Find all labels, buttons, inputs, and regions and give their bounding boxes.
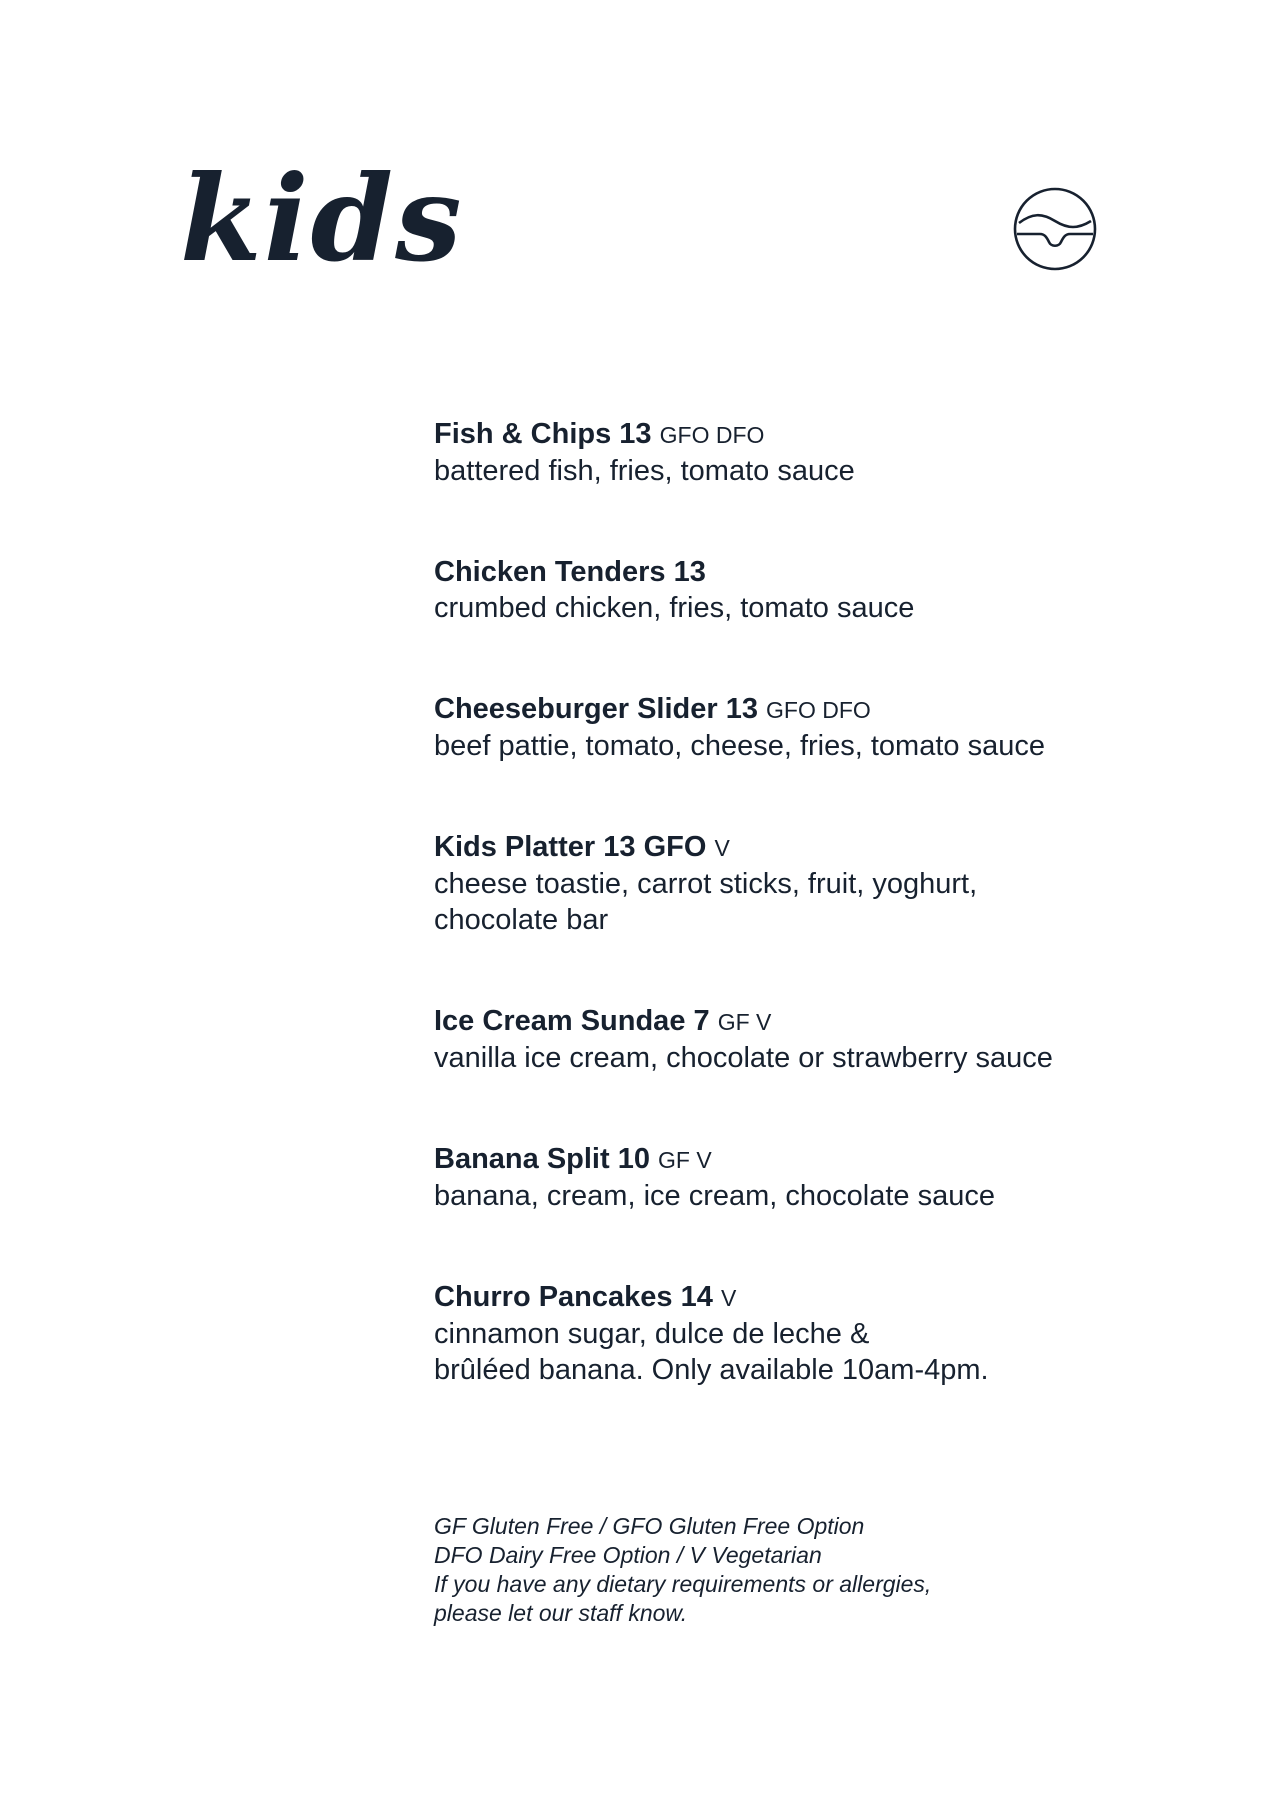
menu-item-name: Cheeseburger Slider <box>434 693 718 725</box>
menu-item-description <box>434 1178 1154 1214</box>
menu-item-heading <box>434 1003 1154 1040</box>
legend-line: GF Gluten Free / GFO Gluten Free Option <box>434 1513 865 1539</box>
menu-item-description-line: crumbed chicken, fries, tomato sauce <box>434 592 915 624</box>
menu-item-dietary-tags: GFO DFO <box>659 422 765 448</box>
menu-item-name: Churro Pancakes <box>434 1281 673 1313</box>
page-title: kids <box>180 149 464 288</box>
menu-item <box>434 1279 1154 1388</box>
kids-menu <box>434 416 1154 1453</box>
menu-item-description-line: cinnamon sugar, dulce de leche & <box>434 1318 870 1350</box>
menu-item-heading <box>434 829 1154 866</box>
menu-item-name: Ice Cream Sundae <box>434 1005 686 1037</box>
menu-item-price: 14 <box>680 1281 713 1313</box>
menu-item-price: 13 <box>725 693 758 725</box>
menu-item-description-line: brûléed banana. Only available 10am-4pm. <box>434 1354 989 1386</box>
menu-item-price: 13 <box>673 556 706 588</box>
menu-item-description <box>434 1316 1154 1388</box>
menu-item-heading <box>434 1279 1154 1316</box>
menu-item-name: Fish & Chips <box>434 418 612 450</box>
legend-line: If you have any dietary requirements or allergies, <box>434 1571 932 1597</box>
menu-item <box>434 1141 1154 1214</box>
menu-item <box>434 1003 1154 1076</box>
legend-line: please let our staff know. <box>434 1600 688 1626</box>
menu-item-dietary-tags: GFO DFO <box>766 697 871 723</box>
menu-item-description <box>434 728 1154 764</box>
menu-item-name: Kids Platter <box>434 831 596 863</box>
menu-item-heading <box>434 1141 1154 1178</box>
menu-item-description-line: vanilla ice cream, chocolate or strawberry sauce <box>434 1042 1053 1074</box>
menu-item <box>434 416 1154 489</box>
menu-item-dietary-tags-bold: GFO <box>643 831 707 863</box>
menu-item <box>434 554 1154 626</box>
menu-item-description <box>434 1040 1154 1076</box>
menu-item-description-line: cheese toastie, carrot sticks, fruit, yoghurt, <box>434 868 978 900</box>
menu-item-description <box>434 866 1154 938</box>
menu-item <box>434 829 1154 938</box>
menu-item-heading <box>434 691 1154 728</box>
menu-item-price: 13 <box>619 418 652 450</box>
legend-line: DFO Dairy Free Option / V Vegetarian <box>434 1542 822 1568</box>
menu-item-dietary-tags: V <box>714 835 730 861</box>
menu-item-description-line: banana, cream, ice cream, chocolate sauce <box>434 1180 995 1212</box>
menu-item-description-line: battered fish, fries, tomato sauce <box>434 455 855 487</box>
menu-item-dietary-tags: V <box>720 1285 737 1311</box>
menu-item-description-line: beef pattie, tomato, cheese, fries, tomato sauce <box>434 730 1045 762</box>
menu-item-description <box>434 590 1154 626</box>
menu-item-price: 10 <box>617 1143 650 1175</box>
menu-item-dietary-tags: GF V <box>658 1147 712 1173</box>
menu-item-name: Banana Split <box>434 1143 610 1175</box>
menu-item-description <box>434 453 1154 489</box>
menu-item-dietary-tags: GF V <box>717 1009 772 1035</box>
dietary-legend <box>434 1512 931 1628</box>
menu-item-price: 13 <box>603 831 636 863</box>
menu-item-name: Chicken Tenders <box>434 556 666 588</box>
menu-item-description-line: chocolate bar <box>434 904 609 936</box>
menu-item-heading <box>434 416 1154 453</box>
menu-item-heading <box>434 554 1154 590</box>
menu-item <box>434 691 1154 764</box>
menu-item-price: 7 <box>693 1005 710 1037</box>
circle-wave-logo-icon <box>1012 186 1098 272</box>
